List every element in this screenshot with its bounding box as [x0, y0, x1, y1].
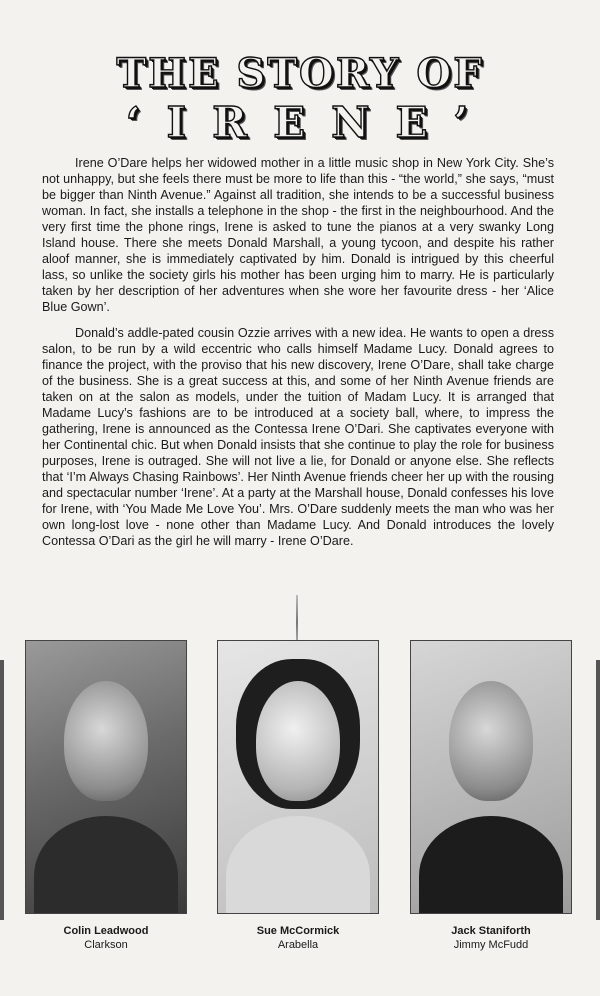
cast-photos: [0, 640, 600, 980]
cast-name: Jack Staniforth: [451, 925, 531, 937]
cast-name: Colin Leadwood: [63, 925, 149, 937]
cast-card: [406, 640, 576, 952]
portrait-head-shape: [64, 681, 148, 801]
portrait-head-shape: [449, 681, 533, 801]
page-subtitle: ‘IRENE’: [125, 98, 495, 147]
story-paragraph: Donald’s addle-pated cousin Ozzie arrives with a new idea. He wants to open a dress salon, to be run by a wild eccentric who calls himself Madame Lucy. Donald agrees to finance the project, with the proviso that his new discovery, Irene O’Dare, shall take charge of the business. She is a great success at this, and some of her Ninth Avenue friends are taken on at the salon as models, under the tuition of Madam Lucy. It is arranged that Madame Lucy’s fashions are to be introduced at a society ball, where, to impress the gathering, Irene is announced as the Contessa Irene O’Dari. She captivates everyone with her Continental chic. But when Donald insists that she continue to play the role for business purposes, Irene is outraged. She will not live a lie, for Donald or anyone else. She reflects that ‘I’m Always Chasing Rainbows’. Her Ninth Avenue friends cheer her up with the rousing and spectacular number ‘Irene’. At a party at the Marshall house, Donald confesses his love for Irene, with ‘You Made Me Love You’. Mrs. O’Dare suddenly meets the man who was her own long-lost love - none other than Madame Lucy. And Donald introduces the lovely Contessa O’Dari as the girl he will marry - Irene O’Dare.: [42, 326, 554, 548]
portrait-shoulders-shape: [226, 816, 370, 914]
story-text: [42, 155, 554, 559]
cast-portrait-photo: [217, 640, 379, 914]
cast-role: Clarkson: [84, 939, 128, 951]
portrait-head-shape: [256, 681, 340, 801]
cast-role: Jimmy McFudd: [453, 939, 529, 951]
cast-role: Arabella: [277, 939, 319, 951]
story-paragraph: Irene O’Dare helps her widowed mother in a little music shop in New York City. She’s not unhappy, but she feels there must be more to life than this - “the world,” she says, “must be bigger than Ninth Avenue.” Against all tradition, she intends to be a successful business woman. In fact, she installs a telephone in the shop - the first in the neighbourhood. And the very first time the phone rings, Irene is asked to tune the pianos at a very swanky Long Island house. There she meets Donald Marshall, a young tycoon, and despite his rather aloof manner, she is immediately captivated by him. Donald is intrigued by this cheerful lass, so unlike the society girls his mother has been urging him to marry. He is particularly taken by her description of her adventures when she wore her favourite dress - her ‘Alice Blue Gown’.: [42, 156, 554, 314]
cast-card: [21, 640, 191, 952]
cast-name: Sue McCormick: [256, 925, 340, 937]
portrait-shoulders-shape: [34, 816, 178, 914]
portrait-shoulders-shape: [419, 816, 563, 914]
cast-portrait-photo: [25, 640, 187, 914]
cast-portrait-photo: [410, 640, 572, 914]
cast-card: [213, 640, 383, 952]
page-title: THE STORY OF: [116, 50, 484, 97]
